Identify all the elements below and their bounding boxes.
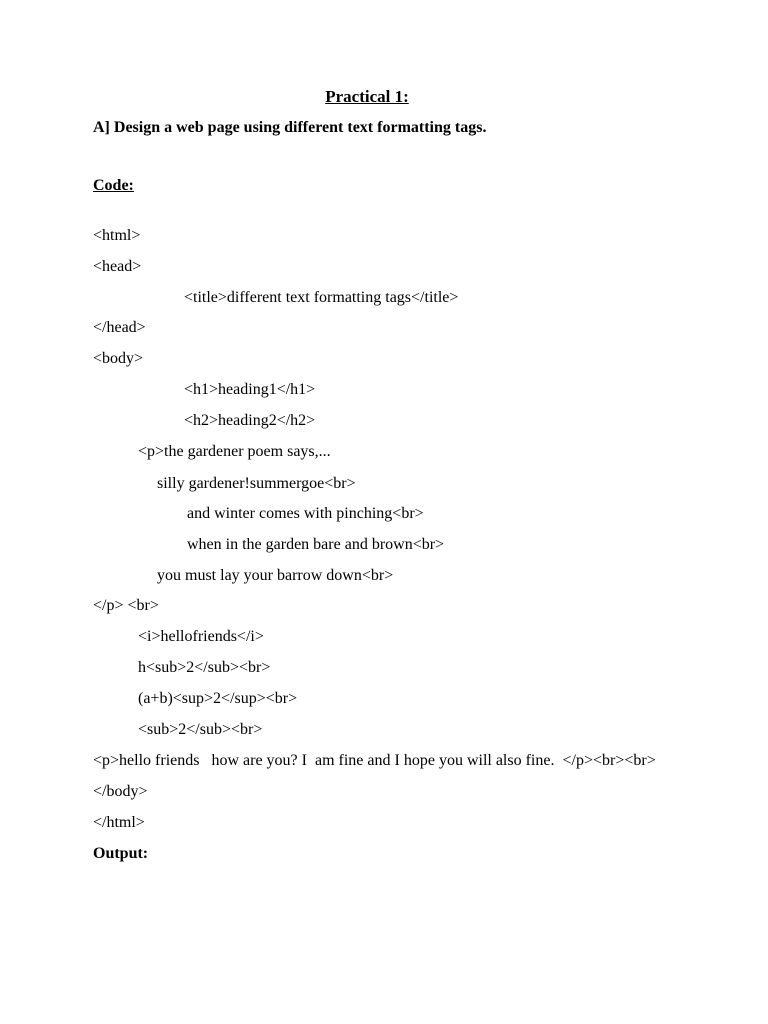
code-line: <sub>2</sub><br> bbox=[138, 721, 263, 738]
code-line: </p> <br> bbox=[93, 597, 159, 614]
code-line: </body> bbox=[93, 783, 148, 800]
code-line: <p>the gardener poem says,... bbox=[138, 443, 331, 460]
code-line: <h1>heading1</h1> bbox=[184, 381, 316, 398]
code-line: <body> bbox=[93, 350, 144, 367]
code-line: and winter comes with pinching<br> bbox=[187, 505, 424, 522]
code-heading: Code: bbox=[93, 177, 134, 194]
code-line: when in the garden bare and brown<br> bbox=[187, 536, 445, 553]
code-line: <title>different text formatting tags</title> bbox=[184, 289, 459, 306]
code-line: </head> bbox=[93, 319, 146, 336]
code-line: <html> bbox=[93, 227, 141, 244]
output-heading: Output: bbox=[93, 845, 149, 862]
task-description: A] Design a web page using different text formatting tags. bbox=[93, 119, 487, 136]
code-line: <head> bbox=[93, 258, 142, 275]
practical-title: Practical 1: bbox=[325, 87, 409, 106]
code-line: <i>hellofriends</i> bbox=[138, 628, 264, 645]
code-line: <p>hello friends how are you? I am fine and I hope you will also fine. </p><br><br> bbox=[93, 752, 656, 769]
code-line: h<sub>2</sub><br> bbox=[138, 659, 271, 676]
code-line: </html> bbox=[93, 814, 145, 831]
code-line: (a+b)<sup>2</sup><br> bbox=[138, 690, 298, 707]
code-line: silly gardener!summergoe<br> bbox=[157, 475, 356, 492]
code-line: <h2>heading2</h2> bbox=[184, 412, 316, 429]
code-line: you must lay your barrow down<br> bbox=[157, 567, 394, 584]
